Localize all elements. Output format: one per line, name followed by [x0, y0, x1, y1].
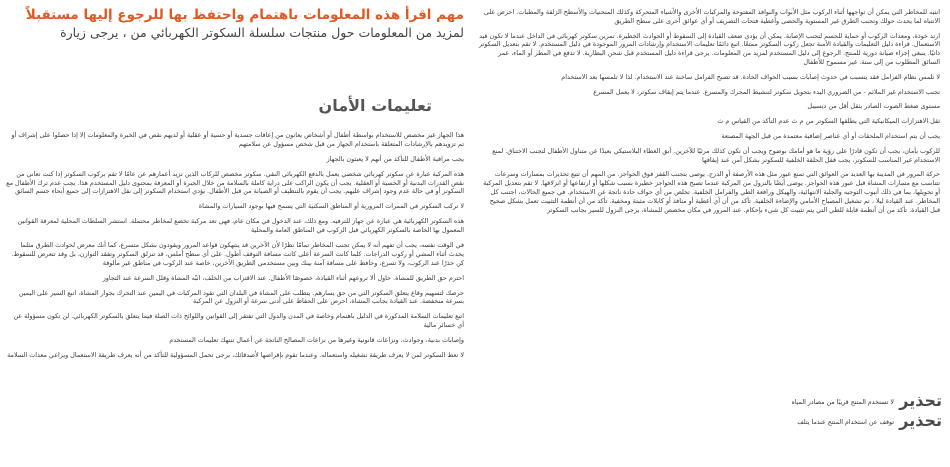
safety-paragraph: هذه المركبة عبارة عن سكوتر كهربائي شخصي يعمل بالدفع الكهربائي النقي. سكوتر مخصص للركاب الذين تزيد أعمارهم عن عامًا لا تقم بركوب السكوتر إذا كنت تعاني من نقص القدرات البدنية أو الحسية أو العقلية. يجب أن يكون الراكب على دراية كاملة بالسلامة من خلال الخبرة أو المعرفة بمحتوى دليل المستخدم هذا. يجب عدم ترك الأطفال مع السكوتر أو في حالة عدم وجود إشراف عليهم. يجب أن يقوم بالتنظيف أو الصيانة من قبل الأطفال. يؤدي استخدام السكوتر إلى نقل الاهتزازات إلى جميع أنحاء جسم السائق: [6, 169, 464, 196]
safety-paragraph: لا تعط السكوتر لمن لا يعرف طريقة تشغيله واستعماله. وعندما تقوم بإقراضها لأصدقائك، يرجى تحمل المسؤولية للتأكد من أنه يعرف طريقة الاستعمال ويراعي معدات السلامة: [7, 351, 464, 360]
safety-paragraphs: [6, 131, 464, 366]
left-column: [6, 0, 464, 360]
instruction-paragraph: لا تلمس نظام الفرامل فقد يتسبب في حدوث إصابات بسبب الحواف الحادة. قد تصبح الفرامل ساخنة عند الاستخدام. لذا لا تلمسها بعد الاستخدام: [561, 72, 940, 81]
instruction-paragraph: ارتد خوذة، ومعدات الركوب أو حماية للجسم لتجنب الإصابة. يمكن أن يؤدي ضعف القيادة إلى السقوط أو الحوادث الخطيرة. تمرين سكوتر كهربائي في الداخل عندما لا تكون قيد الاستعمال. قراءة دليل التعليمات والقيادة الآمنة تجعل ركوب السكوتر ممتعًا. اتبع دائمًا تعليمات الاستخدام وإرشادات المرور الموجودة في دليل المستخدم. لا تقم بتعديل السكوتر ذاتيًا. ينبغي إجراء صيانة دورية للمنتج. الرجوع إلى دليل المستخدم لمزيد من المعلومات. يرجى قراءة دليل المستخدم قبل شحن البطارية. لا تدفع في المطر أو الماء، عمر السائق المطلوب من إلى سنة. غير مسموح للأطفال: [478, 31, 940, 66]
safety-title: تعليمات الأمان: [318, 96, 432, 115]
important-notice: [6, 6, 464, 41]
safety-paragraph: اتبع تعليمات السلامة المذكورة في الدليل باهتمام وخاصة في المدن والدول التي تفتقر إلى القوانين واللوائح ذات الصلة فيما يتعلق بالسكوتر الكهربائي. لن تكون مسؤولة عن أي خسائر مالية: [13, 312, 464, 330]
caution-row: [797, 411, 942, 432]
caution-block: [791, 391, 942, 432]
instruction-paragraph: للركوب بأمان، يجب أن تكون قادرًا على رؤية ما هو أمامك بوضوح ويجب أن تكون كذلك مرئيًا للآخرين. أبق الغطاء البلاستيكي بعيدًا عن متناول الأطفال لتجنب الاختناق. لمنع الاستخدام غير المناسب للسكوتر، يجب قفل الحلقة الخلفية للسكوتر بشكل آمن عند إيقافها: [492, 146, 940, 164]
safety-paragraph: هذه السكوتر الكهربائية هي عبارة عن جهاز للترفيه. ومع ذلك، عند الدخول في مكان عام، فهي تعد مركبة تخضع لمخاطر محتملة. استشر السلطات المحلية لمعرفة القوانين المعمول بها الخاصة بالسكوتر الكهربائي قبل الركوب في المناطق العامة والمحلية: [17, 217, 464, 235]
safety-paragraph: حرصك لتسهيم وقاع يتعلق السكوتر التي من حق يسارهم. يتطلب على المشاة في البلدان التي تقود المركبات في اليمين عند التحرك بجوار المشاة، اتبع السير على اليمين بسرعة منخفضة. عند القيادة بجانب المشاة، احرص على الحفاظ على أدنى سرعة أو النزول عن المركبة: [18, 288, 464, 306]
safety-paragraph: وإصابات بدنية، وحوادث، ونزاعات قانونية وغيرها من نزاعات المصالح الناتجة عن أعمال تنتهك تعليمات المستخدم: [169, 336, 464, 345]
caution-label: تحذير: [899, 391, 942, 410]
instruction-paragraph: مستوى ضغط الصوت الصادر بثقل أقل من ديسيبل: [807, 102, 940, 111]
safety-paragraph: يجب مراقبة الأطفال للتأكد من أنهم لا يعبثون بالجهاز: [326, 154, 464, 163]
instruction-paragraph: حركة المرور في المدينة بها العديد من العوائق التي تمنع عبور مثل هذه الأرصفة أو الدرج. يوصى بتجنب القفز فوق الحواجز. من المهم أن تتبع تحذيرات بمسارات وسرعات تتناسب مع مسارات المشاة قبل عبور هذه الحواجز. يوصى أيضًا بالنزول من المركبة عندما تصبح هذه الحواجز خطيرة بسبب شكلها أو ارتفاعها أو انزلاقها. لا تقم بتعديل المركبة أو تحويلها، بما في ذلك أنبوب التوجيه والجلبة الانتهائية، والهيكل ورافعة الطي والفرامل الخلفية. تخلص من أي حواف حادة ناتجة عن الاستخدام. في جميع الحالات، اجتنب كل المخاطر. عند القيادة لیلا ، تم تشغيل المصباح الأمامي والإضاءة الخلفية. تأكد من أن أي أغطية أو منافذ أو كابلات مثبتة ومخفية. تأكد من أن أنظمة التثبيت تعمل بشكل صحيح قبل القيادة. تأكد من أن أنظمة قابلة للطي التي يتم تثبيت كل شيء بإحكام. عند المرور في مكان مخصص للمشاة، يرجى النزول للسير بجانب السكوتر: [483, 170, 940, 214]
important-warning: مهم اقرأ هذه المعلومات باهتمام واحتفظ بها للرجوع إليها مستقبلاً: [25, 7, 464, 23]
instruction-paragraph: يجب أن يتم استخدام الملحقات أو أي عناصر إضافية معتمدة من قبل الجهة المصنعة: [721, 131, 940, 140]
caution-text: لا تستخدم المنتج قريبًا من مصادر المياه: [791, 399, 894, 406]
caution-text: توقف عن استخدام المنتج عندما يتلف: [797, 419, 894, 426]
safety-paragraph: لا تركب السكوتر في الممرات المرورية أو المناطق السكنية التي يسمح فيها بوجود السيارات والمشاة: [198, 202, 464, 211]
instruction-paragraph: تجنب الاستخدام غير الملائم - من الضروري البدء بتحويل سكوتر لتنشيط المحرك والمسرع. عندما يتم إيقاف سكوتر، لا يعمل المسرع: [593, 87, 940, 96]
instruction-paragraph: انتبه للمخاطر التي يمكن أن تواجهها أثناء الركوب مثل الأبواب والنوافذ المفتوحة والمركبات الأخرى والأشياء المتحركة وكذلك المنحنيات والأسطح الزلقة والمطبات. احرص على الانتباه لما يحدث حولك وتجنب الطرق غير المستوية والحصى وأغطية فتحات التصريف أو أي عوائق أخرى على سطح الطريق: [483, 8, 940, 25]
right-column: [478, 8, 940, 220]
safety-paragraph: في الوقت نفسه، يجب أن تفهم أنه لا يمكن تجنب المخاطر تمامًا نظرًا لأن الآخرين قد ينتهكون قواعد المرور ويقودون بشكل متسرع، كما أنك معرض لحوادث الطرق مثلما يحدث أثناء المشي أو ركوب الدراجات. كلما كانت السرعة أعلى كانت مسافة التوقف أطول. على أي سطح أملس، قد تنزلق السكوتر وتفقد التوازن، بل وقد تتعرض للسقوط. كن حذرًا عند الركوب، ولا تسرع، وحافظ على مسافة آمنة بينك وبين مستخدمي الطريق الآخرين، خاصة عند الركوب في مناطق غير مألوفة: [11, 241, 464, 267]
safety-paragraph: هذا الجهاز غير مخصص للاستخدام بواسطة أطفال أو أشخاص يعانون من إعاقات جسدية أو حسية أو عقلية أو لديهم نقص في الخبرة والمعلومات إلا إذا حصلوا على إشراف أو تم تزويدهم بالإرشادات المتعلقة باستخدام الجهاز من قبل شخص مسؤول عن سلامتهم: [11, 131, 464, 148]
more-info-line: لمزيد من المعلومات حول منتجات سلسلة السكوتر الكهربائي من ، يرجى زيارة: [60, 25, 464, 40]
safety-paragraph: احترم حق الطريق للمشاة. حاول ألا تروعهم أثناء القيادة، خصوصًا الأطفال. عند الاقتراب من الخلف، انبّه المشاة وقلل السرعة عند التجاوز: [102, 273, 464, 282]
caution-label: تحذير: [899, 411, 942, 430]
instruction-paragraph: ثقل الاهتزازات الميكانيكية التي يطلقها السكوتر من م ث عدم التأكد من القياس م ث: [717, 117, 940, 126]
caution-row: [791, 391, 942, 412]
